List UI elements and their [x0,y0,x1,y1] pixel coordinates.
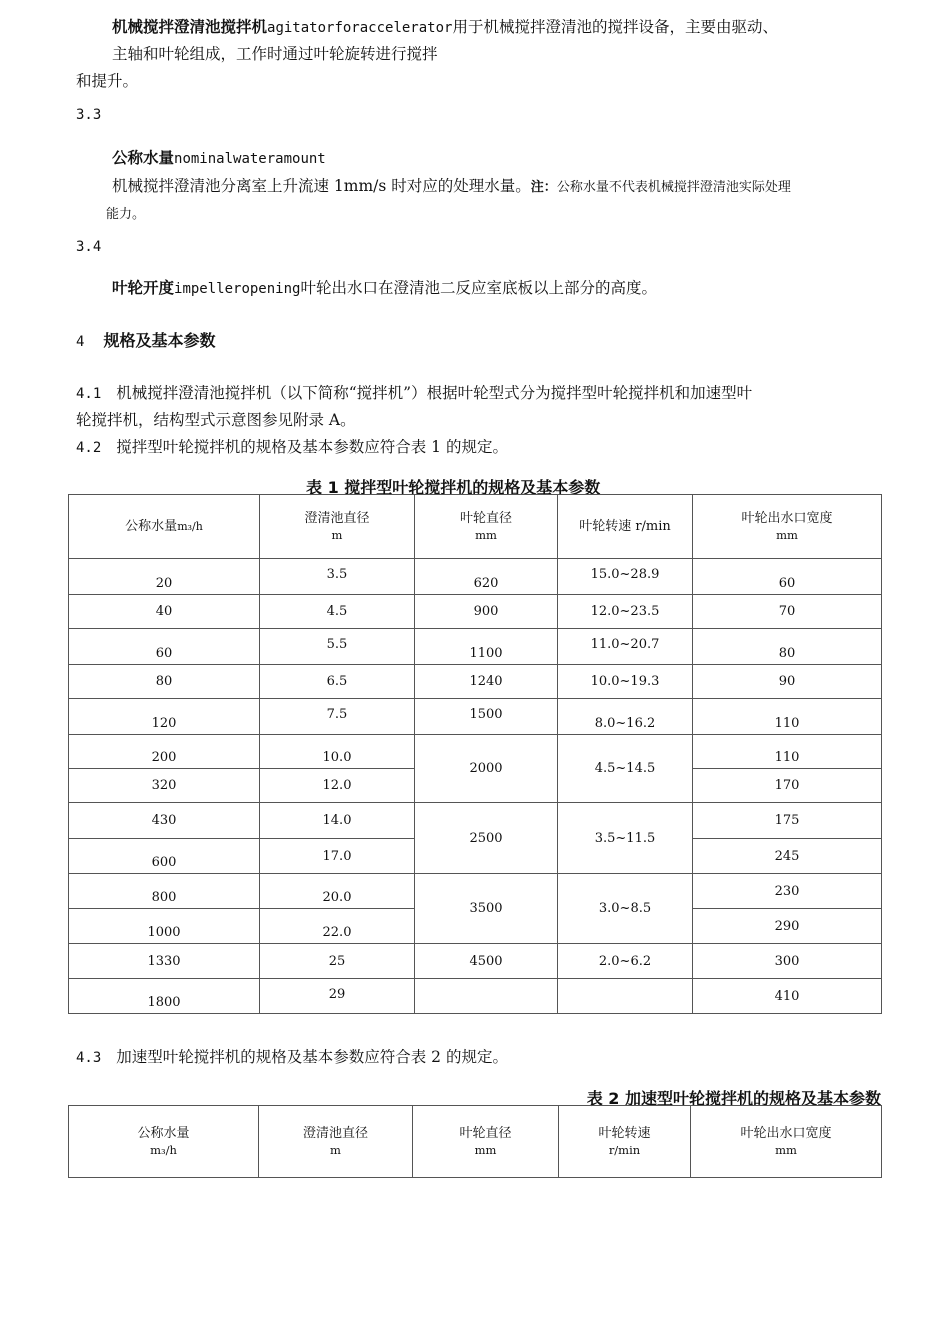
term-3-3-title [112,146,326,168]
header-flow: 公称水量 m₃/h [69,1106,259,1178]
cell-width: 290 [693,909,882,944]
term-3-3-en: nominalwateramount [174,151,326,167]
cell-imp: 4500 [415,944,558,979]
term-3-2-en: agitatorforaccelerator [267,20,453,36]
table-1-caption: 表 1 搅拌型叶轮搅拌机的规格及基本参数 [306,478,601,497]
section-4-heading [76,328,216,351]
cell-imp: 1500 [415,699,558,735]
cell-flow: 1000 [69,909,260,944]
table-row [69,735,882,769]
table-1-header-row [69,495,882,559]
cell-dia: 3.5 [260,559,415,595]
cell-speed: 12.0~23.5 [558,595,693,629]
cell-speed: 8.0~16.2 [558,699,693,735]
section-4-number: 4 [76,334,85,350]
cell-dia: 10.0 [260,735,415,769]
table-row [69,944,882,979]
table-2-caption: 表 2 加速型叶轮搅拌机的规格及基本参数 [586,1089,881,1108]
cell-width: 170 [693,769,882,803]
cell-width: 110 [693,699,882,735]
cell-imp: 620 [415,559,558,595]
cell-width: 90 [693,665,882,699]
cell-speed: 2.0~6.2 [558,944,693,979]
cell-speed: 15.0~28.9 [558,559,693,595]
table-row [69,665,882,699]
cell-dia: 22.0 [260,909,415,944]
cell-dia: 14.0 [260,803,415,839]
section-4-title: 规格及基本参数 [103,331,216,350]
cell-flow: 40 [69,595,260,629]
cell-dia: 17.0 [260,839,415,874]
table-row [69,559,882,595]
cell-speed: 3.5~11.5 [558,803,693,874]
cell-speed: 11.0~20.7 [558,629,693,665]
cell-speed [558,979,693,1014]
cell-speed: 10.0~19.3 [558,665,693,699]
cell-imp: 3500 [415,874,558,944]
cell-flow: 430 [69,803,260,839]
clause-4-3-number: 4.3 [76,1050,102,1066]
term-3-3-definition [112,174,791,196]
cell-imp: 900 [415,595,558,629]
cell-dia: 29 [260,979,415,1014]
term-3-4-def: 叶轮出水口在澄清池二反应室底板以上部分的高度。 [300,279,657,297]
term-3-2-def3: 和提升。 [76,72,139,90]
cell-imp [415,979,558,1014]
term-3-3-cn: 公称水量 [112,149,175,167]
table-1 [68,494,882,1014]
term-3-3-note-text2: 能力。 [106,207,146,222]
cell-flow: 80 [69,665,260,699]
cell-dia: 4.5 [260,595,415,629]
cell-width: 410 [693,979,882,1014]
table-row [69,699,882,735]
term-3-4-cn: 叶轮开度 [112,279,175,297]
cell-dia: 25 [260,944,415,979]
term-3-3-note-text: 公称水量不代表机械搅拌澄清池实际处理 [556,180,791,195]
term-3-4-number: 3.4 [76,239,102,255]
clause-4-2 [76,435,508,457]
cell-width: 80 [693,629,882,665]
cell-flow: 600 [69,839,260,874]
term-3-3-note-label: 注： [530,180,557,195]
clause-4-1-line1 [76,381,752,403]
table-2-header-row [69,1106,882,1178]
table-row [69,629,882,665]
term-3-3-number: 3.3 [76,107,102,123]
header-dia: 澄清池直径 m [260,495,415,559]
header-width: 叶轮出水口宽度 mm [691,1106,882,1178]
header-speed: 叶轮转速 r/min [559,1106,691,1178]
term-3-4-en: impelleropening [174,281,301,297]
cell-flow: 800 [69,874,260,909]
cell-imp: 1100 [415,629,558,665]
header-imp: 叶轮直径 mm [415,495,558,559]
table-row [69,595,882,629]
cell-width: 245 [693,839,882,874]
cell-flow: 20 [69,559,260,595]
cell-flow: 120 [69,699,260,735]
clause-4-1-number: 4.1 [76,386,102,402]
term-3-2-def1: 用于机械搅拌澄清池的搅拌设备，主要由驱动、 [452,18,778,36]
clause-4-3 [76,1045,508,1067]
term-3-2-cn: 机械搅拌澄清池搅拌机 [112,18,268,36]
table-row [69,874,882,909]
cell-width: 60 [693,559,882,595]
clause-4-1-text1: 机械搅拌澄清池搅拌机（以下简称“搅拌机”）根据叶轮型式分为搅拌型叶轮搅拌机和加速型叶 [116,384,753,402]
clause-4-2-text: 搅拌型叶轮搅拌机的规格及基本参数应符合表 1 的规定。 [116,438,508,456]
clause-4-3-text: 加速型叶轮搅拌机的规格及基本参数应符合表 2 的规定。 [116,1048,508,1066]
cell-flow: 200 [69,735,260,769]
term-3-2-def2: 主轴和叶轮组成，工作时通过叶轮旋转进行搅拌 [112,45,438,63]
header-dia: 澄清池直径 m [259,1106,413,1178]
header-speed: 叶轮转速 r/min [558,495,693,559]
cell-imp: 2500 [415,803,558,874]
table-row [69,803,882,839]
header-width: 叶轮出水口宽度 mm [693,495,882,559]
cell-dia: 7.5 [260,699,415,735]
cell-speed: 3.0~8.5 [558,874,693,944]
cell-flow: 1800 [69,979,260,1014]
cell-flow: 320 [69,769,260,803]
cell-width: 300 [693,944,882,979]
cell-width: 70 [693,595,882,629]
cell-imp: 1240 [415,665,558,699]
header-imp: 叶轮直径 mm [413,1106,559,1178]
cell-width: 175 [693,803,882,839]
cell-width: 230 [693,874,882,909]
term-3-2-line1 [112,15,778,37]
term-3-3-def: 机械搅拌澄清池分离室上升流速 1mm/s 时对应的处理水量。 [112,177,531,195]
table-row [69,979,882,1014]
cell-dia: 20.0 [260,874,415,909]
cell-dia: 12.0 [260,769,415,803]
clause-4-1-text2: 轮搅拌机，结构型式示意图参见附录 A。 [76,411,356,429]
cell-imp: 2000 [415,735,558,803]
cell-width: 110 [693,735,882,769]
table-2 [68,1105,882,1178]
cell-dia: 6.5 [260,665,415,699]
cell-flow: 1330 [69,944,260,979]
cell-speed: 4.5~14.5 [558,735,693,803]
cell-flow: 60 [69,629,260,665]
term-3-4-line [112,276,657,298]
header-flow: 公称水量m₃/h [69,495,260,559]
cell-dia: 5.5 [260,629,415,665]
clause-4-2-number: 4.2 [76,440,102,456]
